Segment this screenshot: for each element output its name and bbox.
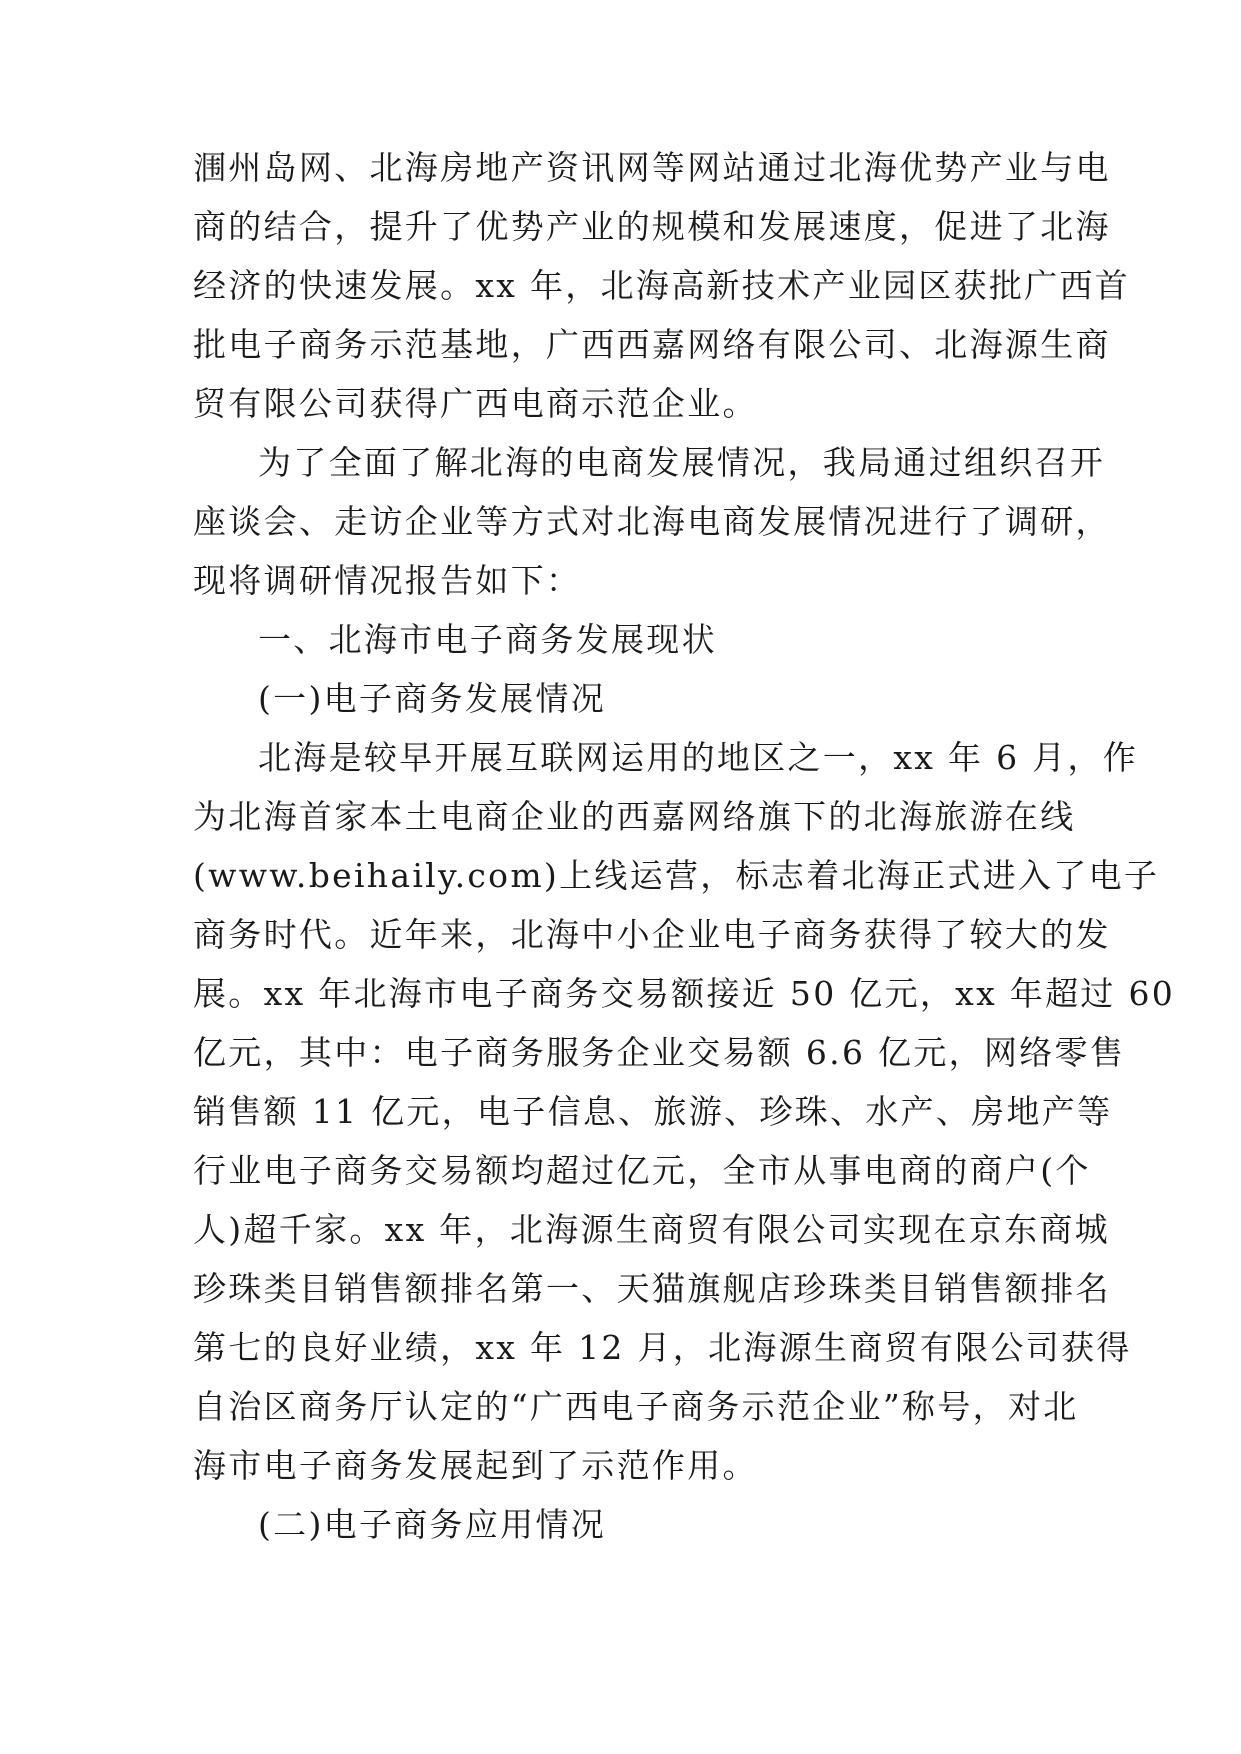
body-text-line: (www.beihaily.com)上线运营，标志着北海正式进入了电子	[193, 856, 1160, 895]
body-text-line: 自治区商务厅认定的“广西电子商务示范企业”称号，对北	[193, 1387, 1079, 1426]
body-text-line: 批电子商务示范基地，广西西嘉网络有限公司、北海源生商	[193, 325, 1111, 364]
body-text-line: 海市电子商务发展起到了示范作用。	[193, 1446, 758, 1485]
body-text-line: 第七的良好业绩，xx 年 12 月，北海源生商贸有限公司获得	[193, 1328, 1132, 1367]
body-text-line: 贸有限公司获得广西电商示范企业。	[193, 384, 758, 423]
subsection-heading: (一)电子商务发展情况	[258, 679, 607, 718]
body-text-line: 亿元，其中：电子商务服务企业交易额 6.6 亿元，网络零售	[193, 1033, 1126, 1072]
body-text-line: 行业电子商务交易额均超过亿元，全市从事电商的商户(个	[193, 1151, 1091, 1190]
body-text-line: 现将调研情况报告如下：	[193, 561, 582, 600]
body-text-line: 经济的快速发展。xx 年，北海高新技术产业园区获批广西首	[193, 266, 1131, 305]
body-text-line: 销售额 11 亿元，电子信息、旅游、珍珠、水产、房地产等	[193, 1092, 1113, 1131]
body-text-line: 为北海首家本土电商企业的西嘉网络旗下的北海旅游在线	[193, 797, 1076, 836]
body-text-line: 商的结合，提升了优势产业的规模和发展速度，促进了北海	[193, 207, 1111, 246]
body-text-line: 涠州岛网、北海房地产资讯网等网站通过北海优势产业与电	[193, 148, 1111, 187]
paragraph-first-line: 北海是较早开展互联网运用的地区之一，xx 年 6 月，作	[258, 738, 1139, 777]
body-text-line: 商务时代。近年来，北海中小企业电子商务获得了较大的发	[193, 915, 1111, 954]
paragraph-first-line: 为了全面了解北海的电商发展情况，我局通过组织召开	[258, 443, 1106, 482]
body-text-line: 展。xx 年北海市电子商务交易额接近 50 亿元，xx 年超过 60	[193, 974, 1176, 1013]
body-text-line: 珍珠类目销售额排名第一、天猫旗舰店珍珠类目销售额排名	[193, 1269, 1111, 1308]
body-text-line: 座谈会、走访企业等方式对北海电商发展情况进行了调研，	[193, 502, 1111, 541]
subsection-heading: (二)电子商务应用情况	[258, 1505, 607, 1544]
section-heading: 一、北海市电子商务发展现状	[258, 620, 717, 659]
body-text-line: 人)超千家。xx 年，北海源生商贸有限公司实现在京东商城	[193, 1210, 1110, 1249]
